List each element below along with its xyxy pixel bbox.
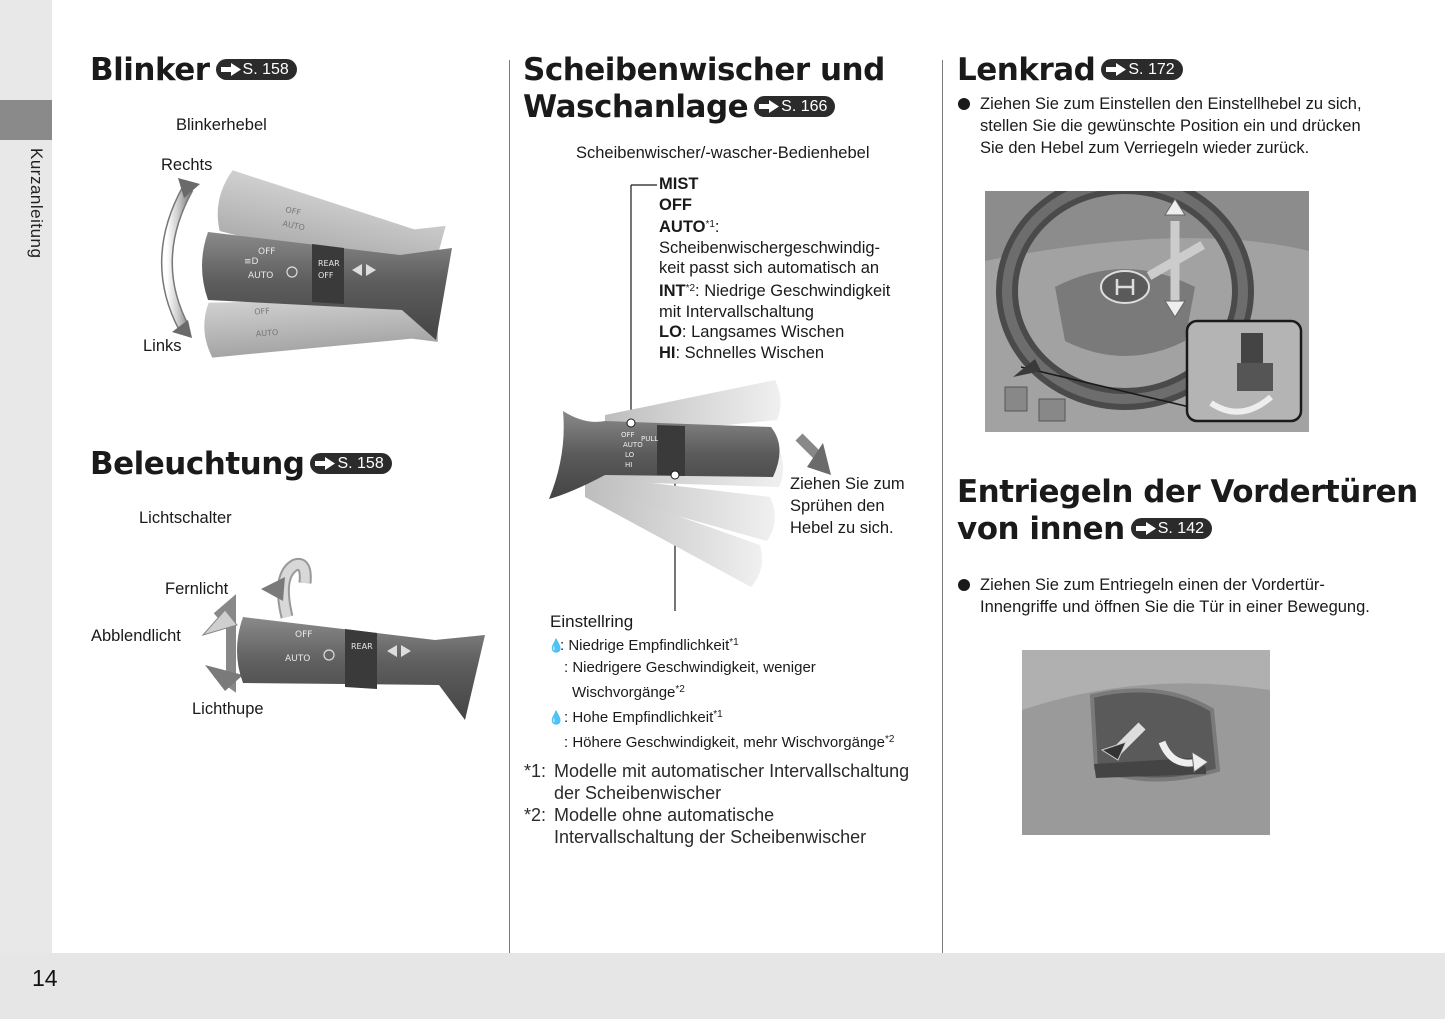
spray-line-1: Ziehen Sie zum — [790, 475, 905, 493]
spray-instruction — [790, 473, 905, 539]
doors-ref-text: S. 142 — [1157, 520, 1204, 537]
auto-description-2: keit passt sich automatisch an — [659, 259, 880, 278]
blinker-lever-label: Blinkerhebel — [176, 116, 267, 134]
up-down-arrow-icon — [203, 605, 243, 691]
blinker-right-label: Rechts — [161, 156, 213, 174]
doors-title-line2: von innen — [957, 511, 1125, 547]
lever-mark-off: OFF — [295, 630, 313, 640]
lever-mark-auto: AUTO — [285, 654, 311, 664]
lights-title: Beleuchtung — [90, 446, 305, 482]
wiper-illustration — [545, 175, 805, 615]
steering-ref-text: S. 172 — [1128, 61, 1175, 78]
lever-mark-lo: LO — [625, 451, 635, 459]
light-switch-label: Lichtschalter — [139, 509, 232, 527]
wiper-lever-label: Scheibenwischer/-wascher-Bedienhebel — [576, 144, 870, 162]
column-divider-2 — [942, 60, 943, 953]
auto-footnote-mark: *1 — [705, 219, 715, 231]
auto-label: AUTO — [659, 218, 706, 237]
lights-illustration — [195, 555, 490, 725]
steering-title: Lenkrad — [957, 52, 1096, 88]
footnote-mark: *2 — [884, 734, 895, 745]
lever-mark-pull: PULL — [641, 435, 659, 443]
flash-label: Lichthupe — [192, 700, 264, 718]
ref-arrow-icon — [1135, 522, 1157, 535]
int-label: INT — [659, 281, 686, 300]
high-beam-label: Fernlicht — [165, 580, 229, 598]
int-description-2: mit Intervallschaltung — [659, 302, 814, 321]
wipers-ref-text: S. 166 — [781, 98, 828, 115]
steering-page-ref[interactable] — [1101, 59, 1182, 80]
steering-heading — [957, 52, 1183, 89]
wipers-page-ref[interactable] — [754, 96, 835, 117]
lever-mark-auto: AUTO — [623, 441, 643, 449]
svg-text:AUTO: AUTO — [248, 271, 274, 281]
blinker-heading — [90, 52, 297, 89]
doors-heading — [957, 474, 1418, 548]
low-beam-label: Abblendlicht — [91, 627, 181, 645]
lo-label: LO — [659, 323, 682, 342]
svg-text:OFF: OFF — [284, 205, 302, 218]
hi-label: HI — [659, 343, 676, 362]
spray-line-3: Hebel zu sich. — [790, 519, 894, 537]
ref-arrow-icon — [314, 457, 336, 470]
ring-high-line-2: : Höhere Geschwindigkeit, mehr Wischvorgänge — [564, 734, 885, 751]
ring-low-line-3: Wischvorgänge — [572, 684, 676, 701]
wipers-heading — [523, 52, 885, 126]
steering-wheel-photo — [985, 191, 1309, 432]
side-tab-marker — [0, 100, 52, 140]
light-switch-lever — [237, 617, 485, 720]
footnote-2-number: *2: — [524, 805, 547, 825]
doors-title-line1: Entriegeln der Vordertüren — [957, 474, 1418, 510]
ref-arrow-icon — [220, 63, 242, 76]
lo-description: : Langsames Wischen — [681, 323, 845, 342]
blinker-illustration — [140, 160, 470, 360]
blinker-title: Blinker — [90, 52, 210, 88]
lever-mark-off: OFF — [621, 431, 635, 439]
wipers-title-line2: Waschanlage — [523, 89, 749, 125]
svg-text:AUTO: AUTO — [255, 327, 279, 339]
rotate-arrow-icon — [261, 564, 305, 617]
single-drop-icon: 💧 — [548, 638, 565, 653]
footnote-2 — [524, 804, 866, 848]
bullet-icon — [958, 579, 970, 591]
wipers-title-line1: Scheibenwischer und — [523, 52, 885, 88]
lights-heading — [90, 446, 392, 483]
double-drop-icon: 💧 — [548, 710, 565, 725]
lights-page-ref[interactable] — [310, 453, 391, 474]
svg-text:OFF: OFF — [318, 271, 334, 280]
column-divider-1 — [509, 60, 510, 953]
ring-title: Einstellring — [550, 612, 634, 631]
footnote-1 — [524, 760, 909, 804]
lights-ref-text: S. 158 — [337, 455, 384, 472]
up-down-arrow-icon — [167, 178, 200, 338]
wiper-lever-positions — [585, 380, 783, 587]
blinker-left-label: Links — [143, 337, 182, 355]
footnote-2-line-1: Modelle ohne automatische — [554, 805, 775, 825]
footnote-mark: *1 — [713, 709, 723, 720]
footnote-mark: *2 — [675, 684, 685, 695]
wiper-positions-list: MIST OFF AUTO$^{*1}$: Scheibenwischergeschwindig- keit passt sich automatisch an INT$^{*2}$: Niedrige Geschwindigkeit mit Intervallschaltung LO: Langsames Wischen HI: Schnelles Wischen — [659, 175, 891, 362]
footnote-2-line-2: Intervallschaltung der Scheibenwischer — [554, 827, 867, 847]
ring-legend — [548, 632, 894, 754]
svg-text:AUTO: AUTO — [281, 218, 306, 233]
svg-text:≡D: ≡D — [244, 257, 259, 267]
svg-text:OFF: OFF — [253, 306, 271, 317]
auto-description-1: Scheibenwischergeschwindig- — [659, 238, 881, 257]
page-number: 14 — [32, 965, 58, 991]
ref-arrow-icon — [758, 100, 780, 113]
ring-high-line-1: : Hohe Empfindlichkeit — [564, 709, 714, 726]
blinker-ref-text: S. 158 — [242, 61, 289, 78]
footnote-mark: *1 — [729, 637, 739, 648]
steering-instruction: Ziehen Sie zum Einstellen den Einstellhebel zu sich, stellen Sie die gewünschte Position ein und drücken Sie den Hebel zum Verriegeln wieder zurück. — [980, 95, 1362, 157]
doors-instruction: Ziehen Sie zum Entriegeln einen der Vordertür-Innengriffe und öffnen Sie die Tür in einer Bewegung. — [980, 576, 1370, 616]
footer-bar — [0, 953, 1445, 1019]
hi-description: : Schnelles Wischen — [675, 343, 825, 362]
svg-text:REAR: REAR — [318, 259, 340, 268]
mist-label: MIST — [659, 175, 699, 193]
bullet-icon — [958, 98, 970, 110]
side-tab-label: Kurzanleitung — [27, 148, 46, 259]
footnote-1-number: *1: — [524, 761, 547, 781]
int-description-1: : Niedrige Geschwindigkeit — [695, 281, 891, 300]
spray-line-2: Sprühen den — [790, 497, 885, 515]
footnote-1-line-1: Modelle mit automatischer Intervallschaltung — [554, 761, 910, 781]
footnote-1-line-2: der Scheibenwischer — [554, 783, 722, 803]
blinker-page-ref[interactable] — [216, 59, 297, 80]
svg-text:OFF: OFF — [258, 247, 276, 257]
lever-mark-rear: REAR — [351, 642, 373, 651]
door-handle-photo — [1022, 650, 1270, 835]
ring-low-line-1: : Niedrige Empfindlichkeit — [560, 637, 730, 654]
lever-mark-hi: HI — [625, 461, 633, 469]
int-footnote-mark: *2 — [685, 282, 696, 294]
off-label: OFF — [659, 195, 692, 214]
ref-arrow-icon — [1105, 63, 1127, 76]
doors-page-ref[interactable] — [1131, 518, 1212, 539]
ring-low-line-2: : Niedrigere Geschwindigkeit, weniger — [564, 659, 816, 676]
